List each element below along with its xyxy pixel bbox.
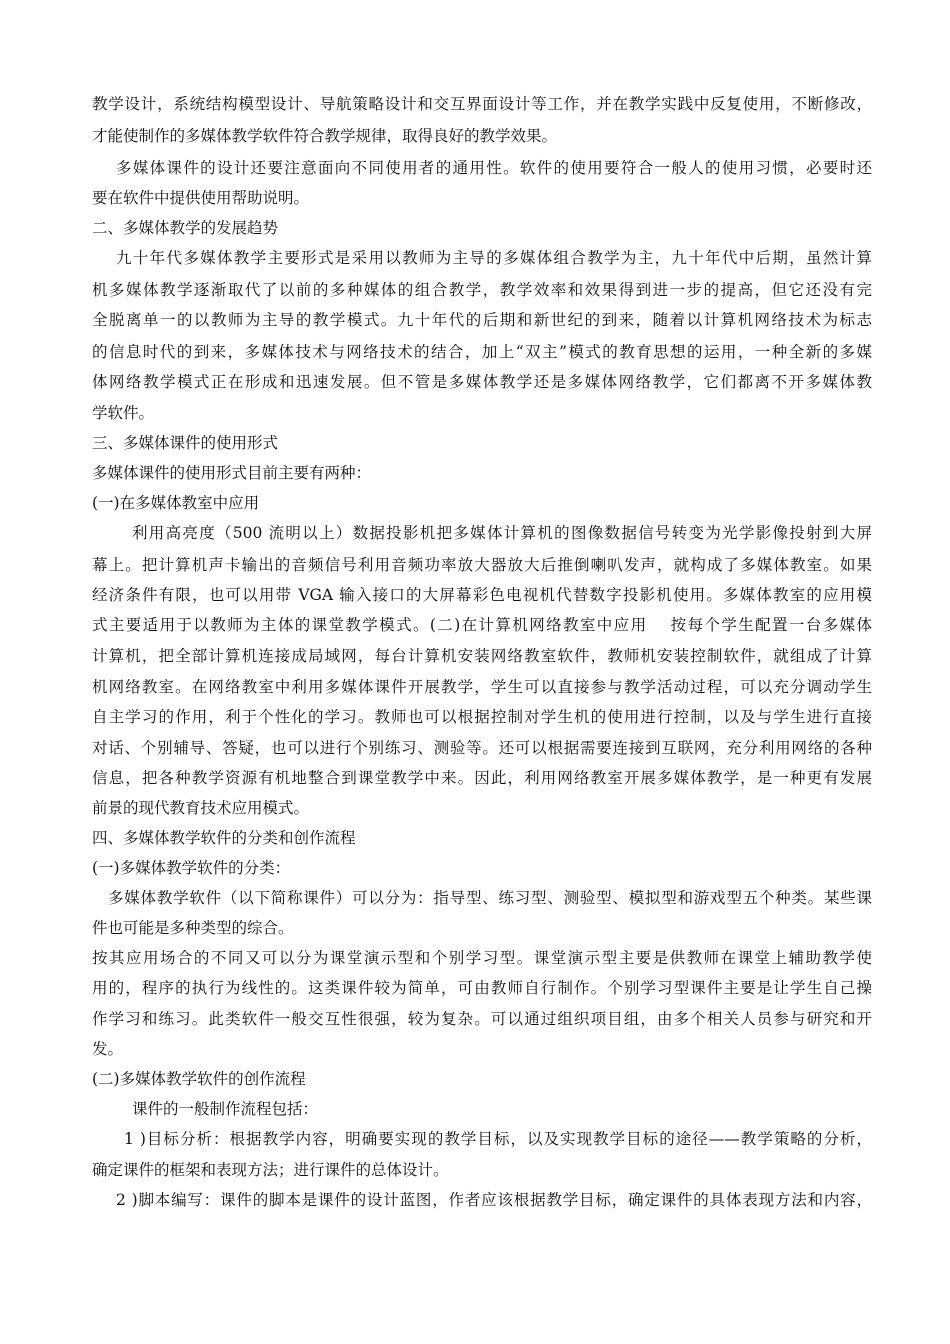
paragraph-line: 利用高亮度（500 流明以上）数据投影机把多媒体计算机的图像数据信号转变为光学影像投射到大屏 — [132, 524, 872, 542]
section-heading-line: (二)多媒体教学软件的创作流程 — [92, 1070, 306, 1088]
section-heading-line: 二、多媒体教学的发展趋势 — [92, 219, 279, 237]
section-heading-line: (一)多媒体教学软件的分类： — [92, 859, 291, 877]
paragraph-line: 机网络教室。在网络教室中利用多媒体课件开展教学，学生可以直接参与教学活动过程，可以充分调动学生 — [92, 678, 872, 696]
paragraph-line: 全脱离单一的以教师为主导的教学模式。九十年代的后期和新世纪的到来，随着以计算机网络技术为标志 — [92, 311, 872, 329]
paragraph-line: 多媒体课件的设计还要注意面向不同使用者的通用性。软件的使用要符合一般人的使用习惯，必要时还 — [116, 159, 872, 177]
paragraph-line: 作学习和练习。此类软件一般交互性很强，较为复杂。可以通过组织项目组，由多个相关人员参与研究和开 — [92, 1010, 872, 1028]
paragraph-line: 机多媒体教学逐渐取代了以前的多种媒体的组合教学，教学效率和效果得到进一步的提高，但它还没有完 — [92, 281, 872, 299]
paragraph-line: 件也可能是多种类型的综合。 — [92, 919, 294, 937]
paragraph-line: 才能使制作的多媒体教学软件符合教学规律，取得良好的教学效果。 — [92, 127, 558, 145]
paragraph-line: 体网络教学模式正在形成和迅速发展。但不管是多媒体教学还是多媒体网络教学，它们都离不开多媒体教 — [92, 373, 872, 391]
paragraph-line: 发。 — [92, 1040, 124, 1058]
paragraph-line: 自主学习的作用，利于个性化的学习。教师也可以根据控制对学生机的使用进行控制，以及与学生进行直接 — [92, 708, 872, 726]
paragraph-line: 用的，程序的执行为线性的。这类课件较为简单，可由教师自行制作。个别学习型课件主要是让学生自己操 — [92, 979, 872, 997]
section-heading-line: (一)在多媒体教室中应用 — [92, 494, 260, 512]
paragraph-line: 计算机，把全部计算机连接成局域网，每台计算机安装网络教室软件，教师机安装控制软件，就组成了计算 — [92, 647, 872, 665]
paragraph-line: 确定课件的框架和表现方法；进行课件的总体设计。 — [92, 1161, 449, 1179]
paragraph-line: 的信息时代的到来，多媒体技术与网络技术的结合，加上“双主”模式的教育思想的运用，一种全新的多媒 — [92, 343, 872, 361]
paragraph-line: 九十年代多媒体教学主要形式是采用以教师为主导的多媒体组合教学为主，九十年代中后期，虽然计算 — [116, 249, 872, 267]
paragraph-line: 2 )脚本编写：课件的脚本是课件的设计蓝图，作者应该根据教学目标，确定课件的具体表现方法和内容， — [116, 1191, 872, 1209]
paragraph-line: 学软件。 — [92, 404, 155, 422]
paragraph-line: 式主要适用于以教师为主体的课堂教学模式。(二)在计算机网络教室中应用 按每个学生配置一台多媒体 — [92, 616, 872, 634]
paragraph-line: 经济条件有限，也可以用带 VGA 输入接口的大屏幕彩色电视机代替数字投影机使用。多媒体教室的应用模 — [92, 586, 872, 604]
section-heading-line: 课件的一般制作流程包括： — [132, 1100, 319, 1118]
section-heading-line: 四、多媒体教学软件的分类和创作流程 — [92, 829, 356, 847]
paragraph-line: 要在软件中提供使用帮助说明。 — [92, 189, 310, 207]
paragraph-line: 多媒体教学软件（以下简称课件）可以分为：指导型、练习型、测验型、模拟型和游戏型五个种类。某些课 — [108, 889, 872, 907]
paragraph-line: 幕上。把计算机声卡输出的音频信号利用音频功率放大器放大后推倒喇叭发声，就构成了多媒体教室。如果 — [92, 556, 872, 574]
paragraph-line: 对话、个别辅导、答疑，也可以进行个别练习、测验等。还可以根据需要连接到互联网，充分利用网络的各种 — [92, 739, 872, 757]
paragraph-line: 前景的现代教育技术应用模式。 — [92, 799, 310, 817]
section-heading-line: 三、多媒体课件的使用形式 — [92, 434, 279, 452]
paragraph-line: 教学设计，系统结构模型设计、导航策略设计和交互界面设计等工作，并在教学实践中反复使用，不断修改， — [92, 95, 872, 113]
section-heading-line: 多媒体课件的使用形式目前主要有两种： — [92, 464, 372, 482]
paragraph-line: 按其应用场合的不同又可以分为课堂演示型和个别学习型。课堂演示型主要是供教师在课堂上辅助教学使 — [92, 949, 872, 967]
paragraph-line: 信息，把各种教学资源有机地整合到课堂教学中来。因此，利用网络教室开展多媒体教学，是一种更有发展 — [92, 769, 872, 787]
paragraph-line: 1 )目标分析：根据教学内容，明确要实现的教学目标，以及实现教学目标的途径——教学策略的分析， — [124, 1130, 872, 1148]
